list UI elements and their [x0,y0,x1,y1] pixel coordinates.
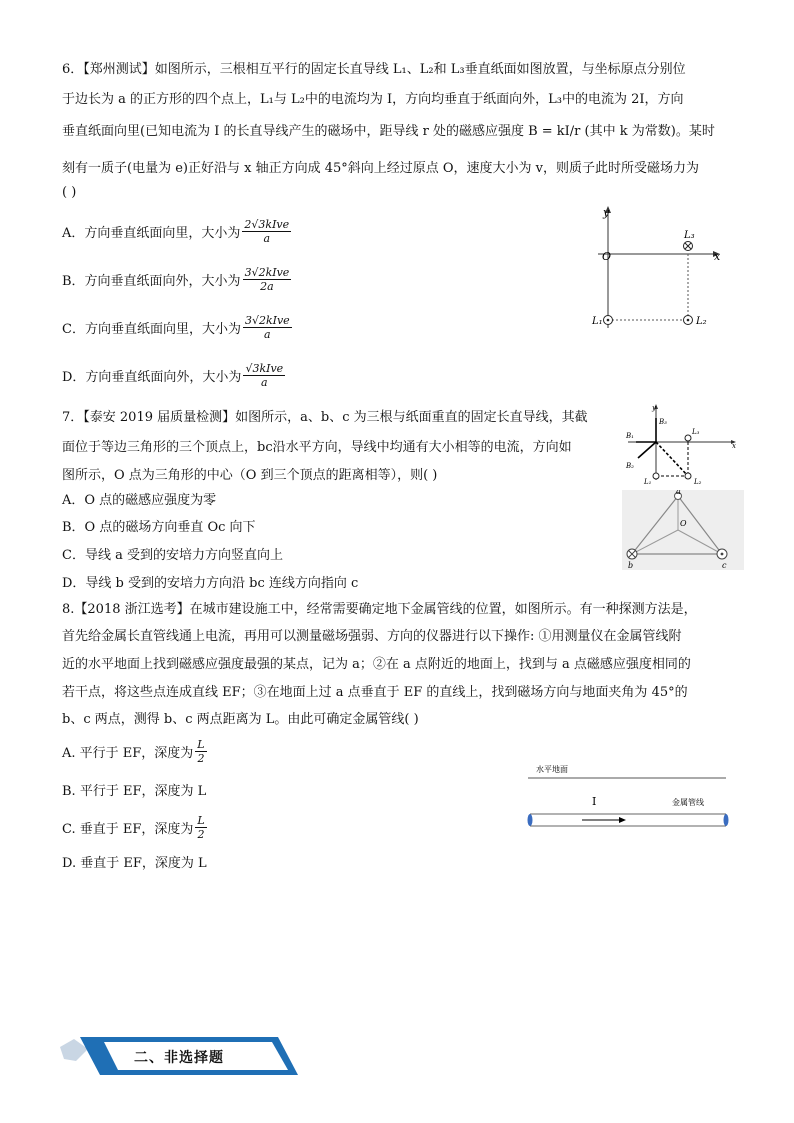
q6-option-c-text: C．方向垂直纸面向里，大小为 [62,322,241,337]
q8-line-1: 8.【2018 浙江选考】在城市建设施工中，经常需要确定地下金属管线的位置，如图所示。有一种探测方法是， [62,602,697,617]
q6-option-b [62,266,291,293]
q6-option-c [62,314,292,341]
q7-fig-x: x [732,442,736,450]
q6-line-4: 刻有一质子(电量为 e)正好沿与 x 轴正方向成 45°斜向上经过原点 O，速度大小为 v，则质子此时所受磁场力为 [62,161,700,176]
section-title: 二、非选择题 [134,1050,224,1066]
q7-fig-b: b [628,561,634,570]
q7-wire-b-into-page-icon [627,549,637,559]
q7-line-3: 图所示，O 点为三角形的中心（O 到三个顶点的距离相等），则( ) [62,468,438,483]
q6-option-a-num: 2√3kIve [244,218,290,231]
q8-option-a-text: A. 平行于 EF，深度为 [62,746,194,761]
q7-option-d: D．导线 b 受到的安培力方向沿 bc 连线方向指向 c [62,576,359,591]
q8-option-b-text: B. 平行于 EF，深度为 L [62,784,207,799]
q6-option-d-num: √3kIve [245,362,284,375]
q8-fig-current-label: I [592,795,597,808]
q6-option-d-text: D．方向垂直纸面向外，大小为 [62,370,242,385]
q7-fig-b1: B₁ [626,432,634,440]
q7-fig-l3: L₃ [692,428,700,436]
q8-option-a-num: L [197,738,205,751]
q8-option-b [62,780,206,799]
q6-fig-x: x [714,250,721,263]
q6-figure [590,200,730,340]
q6-option-c-num: 3√2kIve [244,314,290,327]
q8-option-c-num: L [197,814,205,827]
q6-fig-o: O [602,250,612,263]
q6-line-5: ( ) [62,185,77,200]
q8-option-c-fraction [195,814,206,841]
q7-option-c: C．导线 a 受到的安培力方向竖直向上 [62,548,283,563]
q7-wire-c-out-of-page-icon [717,549,727,559]
q7-fig-a: a [676,490,681,496]
q7-fig-b3: B₃ [659,418,667,426]
q8-option-a [62,738,207,765]
q6-option-a-text: A．方向垂直纸面向里，大小为 [62,226,241,241]
q8-option-c-text: C. 垂直于 EF，深度为 [62,822,194,837]
q8-current-arrow-icon [619,817,626,823]
q6-l1-out-of-page-icon [604,316,613,325]
q8-line-2: 首先给金属长直管线通上电流，再用可以测量磁场强弱、方向的仪器进行以下操作: ①用测量仪在金属管线附 [62,629,682,644]
q7-fig-l2: L₂ [694,478,702,486]
q6-option-b-fraction [243,266,292,293]
q6-option-d-fraction [243,362,285,389]
q7-l1-wire-icon [653,473,659,479]
q6-option-a-fraction [242,218,291,245]
q7-fig-c: c [722,561,727,570]
q6-fig-l3: L₃ [684,230,695,241]
q6-fig-l2: L₂ [696,316,707,327]
q6-option-a-den: a [263,232,271,245]
q6-option-b-text: B．方向垂直纸面向外，大小为 [62,274,241,289]
q7-field-figure [622,400,740,490]
q6-l2-out-of-page-icon [684,316,693,325]
q7-line-2: 面位于等边三角形的三个顶点上，bc沿水平方向，导线中均通有大小相等的电流，方向如 [62,440,572,455]
q7-triangle-figure [622,490,744,570]
q6-option-b-den: 2a [260,280,274,293]
q8-option-a-den: 2 [197,752,205,765]
q8-option-a-fraction [195,738,206,765]
q7-fig-o: O [680,519,687,528]
q8-option-c [62,814,207,841]
q6-option-c-den: a [264,328,271,341]
q8-fig-pipe-label: 金属管线 [672,798,704,807]
q7-fig-l1: L₁ [644,478,652,486]
q7-option-a: A．O 点的磁感应强度为零 [62,493,217,508]
q8-pipe-right-end [724,814,729,826]
q8-line-4: 若干点，将这些点连成直线 EF；③在地面上过 a 点垂直于 EF 的直线上，找到磁场方向与地面夹角为 45°的 [62,685,688,700]
q6-option-d-den: a [261,376,268,389]
q7-l3-wire-icon [685,435,691,441]
q6-option-b-num: 3√2kIve [244,266,290,279]
q6-line-2: 于边长为 a 的正方形的四个点上，L₁与 L₂中的电流均为 I，方向均垂直于纸面向外，L₃中的电流为 2I，方向 [62,92,684,107]
q6-l3-into-page-icon [684,242,693,251]
q7-fig-y: y [652,404,656,412]
q7-l2-wire-icon [685,473,691,479]
q6-option-d [62,362,285,389]
q8-option-c-den: 2 [197,828,205,841]
q8-fig-ground-label: 水平地面 [536,765,568,774]
q6-option-a [62,218,291,245]
q6-fig-y: y [603,206,610,219]
q6-option-c-fraction [243,314,292,341]
q7-fig-b2: B₂ [626,462,634,470]
q6-fig-l1: L₁ [592,316,603,327]
q8-figure [526,760,732,832]
q7-line-1: 7．【泰安 2019 届质量检测】如图所示，a、b、c 为三根与纸面重直的固定长直导线，其截 [62,410,588,425]
q8-pipe-left-end [528,814,533,826]
section-banner [60,1037,300,1075]
q8-line-3: 近的水平地面上找到磁感应强度最强的某点，记为 a；②在 a 点附近的地面上，找到与 a 点磁感应强度相同的 [62,657,691,672]
q6-line-3: 垂直纸面向里(已知电流为 I 的长直导线产生的磁场中，距导线 r 处的磁感应强度 B = kI/r (其中 k 为常数)。某时 [62,124,715,139]
q7-option-b: B．O 点的磁场方向垂直 Oc 向下 [62,520,256,535]
q6-line-1: 6．【郑州测试】如图所示，三根相互平行的固定长直导线 L₁、L₂和 L₃垂直纸面如图放置，与坐标原点分别位 [62,62,686,77]
q8-option-d [62,852,207,871]
q8-option-d-text: D. 垂直于 EF，深度为 L [62,856,207,871]
q8-line-5: b、c 两点，测得 b、c 两点距离为 L。由此可确定金属管线( ) [62,712,419,727]
